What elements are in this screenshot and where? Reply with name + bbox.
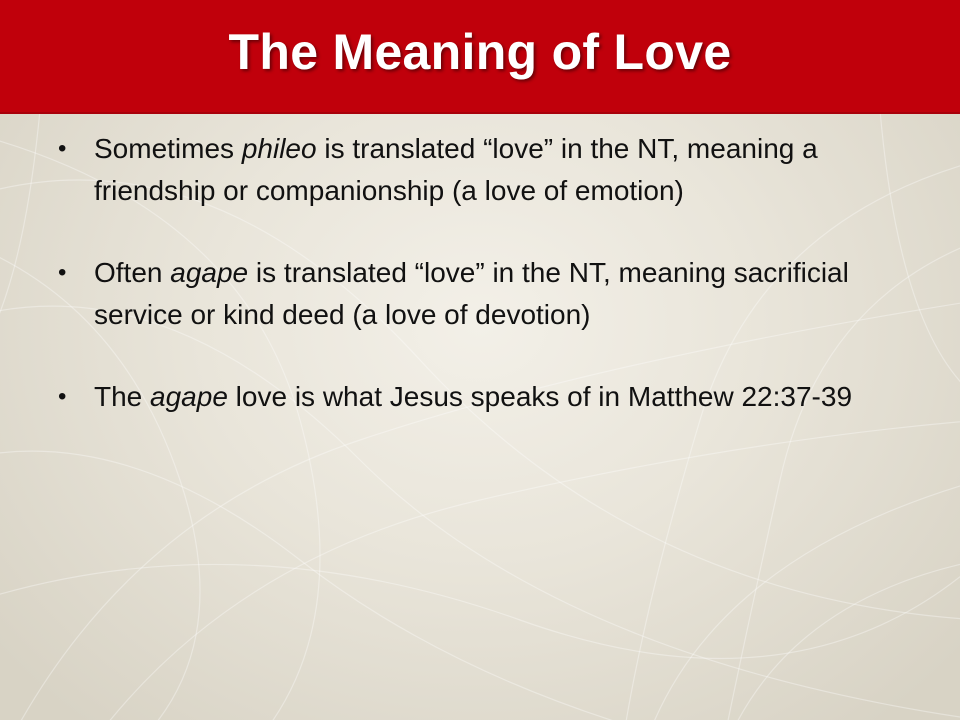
bullet-text-before: The — [94, 381, 151, 412]
bullet-text-after: is translated “love” in the NT, meaning a friendship or companionship (a love of emotion) — [94, 133, 818, 206]
bullet-text-before: Sometimes — [94, 133, 242, 164]
bullet-text-before: Often — [94, 257, 171, 288]
bullet-emphasis: agape — [150, 381, 228, 412]
bullet-text-after: is translated “love” in the NT, meaning sacrificial service or kind deed (a love of devotion) — [94, 257, 849, 330]
bullet-emphasis: agape — [170, 257, 249, 288]
bullet-dot-icon: • — [58, 135, 67, 162]
bullet-emphasis: phileo — [241, 133, 317, 164]
bullet-item-3 — [56, 376, 916, 418]
title-bar — [0, 0, 960, 114]
bullet-dot-icon: • — [58, 259, 67, 286]
bullet-item-1 — [56, 128, 916, 212]
bullet-item-2 — [56, 252, 916, 336]
bullet-text-after: love is what Jesus speaks of in Matthew 22:37-39 — [227, 381, 853, 412]
bullet-list — [56, 128, 916, 458]
bullet-dot-icon: • — [58, 383, 67, 410]
slide-title: The Meaning of Love — [228, 24, 732, 80]
